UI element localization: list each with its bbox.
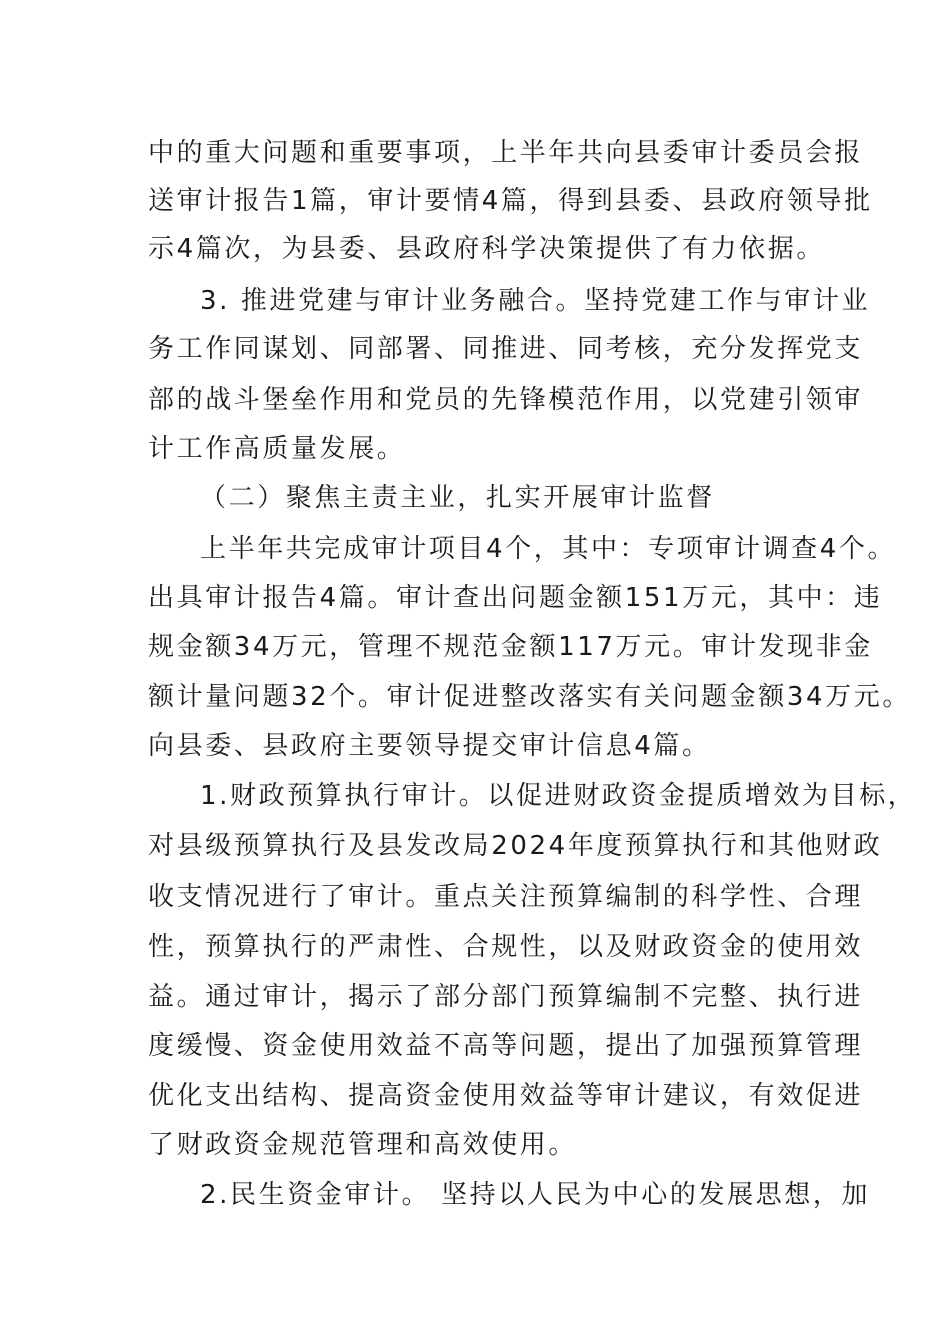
paragraph-budget-line-4: 性，预算执行的严肃性、合规性，以及财政资金的使用效 xyxy=(148,932,864,962)
paragraph-item-3-line-1: 3. 推进党建与审计业务融合。坚持党建工作与审计业 xyxy=(200,286,871,316)
paragraph-budget-line-2: 对县级预算执行及县发改局2024年度预算执行和其他财政 xyxy=(148,831,883,861)
paragraph-continued-line-3: 示4篇次，为县委、县政府科学决策提供了有力依据。 xyxy=(148,234,825,264)
paragraph-livelihood-line-1: 2.民生资金审计。 坚持以人民为中心的发展思想，加 xyxy=(200,1180,871,1210)
paragraph-continued-line-1: 中的重大问题和重要事项，上半年共向县委审计委员会报 xyxy=(148,138,864,168)
paragraph-summary-line-3: 规金额34万元，管理不规范金额117万元。审计发现非金 xyxy=(148,632,873,662)
paragraph-item-3-line-4: 计工作高质量发展。 xyxy=(148,434,406,464)
paragraph-budget-line-8: 了财政资金规范管理和高效使用。 xyxy=(148,1130,578,1160)
paragraph-budget-line-1: 1.财政预算执行审计。以促进财政资金提质增效为目标， xyxy=(200,781,917,811)
section-heading: （二）聚焦主责主业，扎实开展审计监督 xyxy=(200,483,715,513)
paragraph-continued-line-2: 送审计报告1篇，审计要情4篇，得到县委、县政府领导批 xyxy=(148,186,873,216)
paragraph-budget-line-6: 度缓慢、资金使用效益不高等问题，提出了加强预算管理 xyxy=(148,1031,864,1061)
paragraph-budget-line-7: 优化支出结构、提高资金使用效益等审计建议，有效促进 xyxy=(148,1081,864,1111)
paragraph-summary-line-2: 出具审计报告4篇。审计查出问题金额151万元，其中：违 xyxy=(148,583,883,613)
paragraph-summary-line-5: 向县委、县政府主要领导提交审计信息4篇。 xyxy=(148,731,711,761)
paragraph-item-3-line-2: 务工作同谋划、同部署、同推进、同考核，充分发挥党支 xyxy=(148,334,864,364)
paragraph-summary-line-1: 上半年共完成审计项目4个，其中：专项审计调查4个。 xyxy=(200,534,897,564)
paragraph-budget-line-3: 收支情况进行了审计。重点关注预算编制的科学性、合理 xyxy=(148,882,864,912)
paragraph-budget-line-5: 益。通过审计，揭示了部分部门预算编制不完整、执行进 xyxy=(148,982,864,1012)
paragraph-summary-line-4: 额计量问题32个。审计促进整改落实有关问题金额34万元。 xyxy=(148,682,911,712)
paragraph-item-3-line-3: 部的战斗堡垒作用和党员的先锋模范作用，以党建引领审 xyxy=(148,385,864,415)
